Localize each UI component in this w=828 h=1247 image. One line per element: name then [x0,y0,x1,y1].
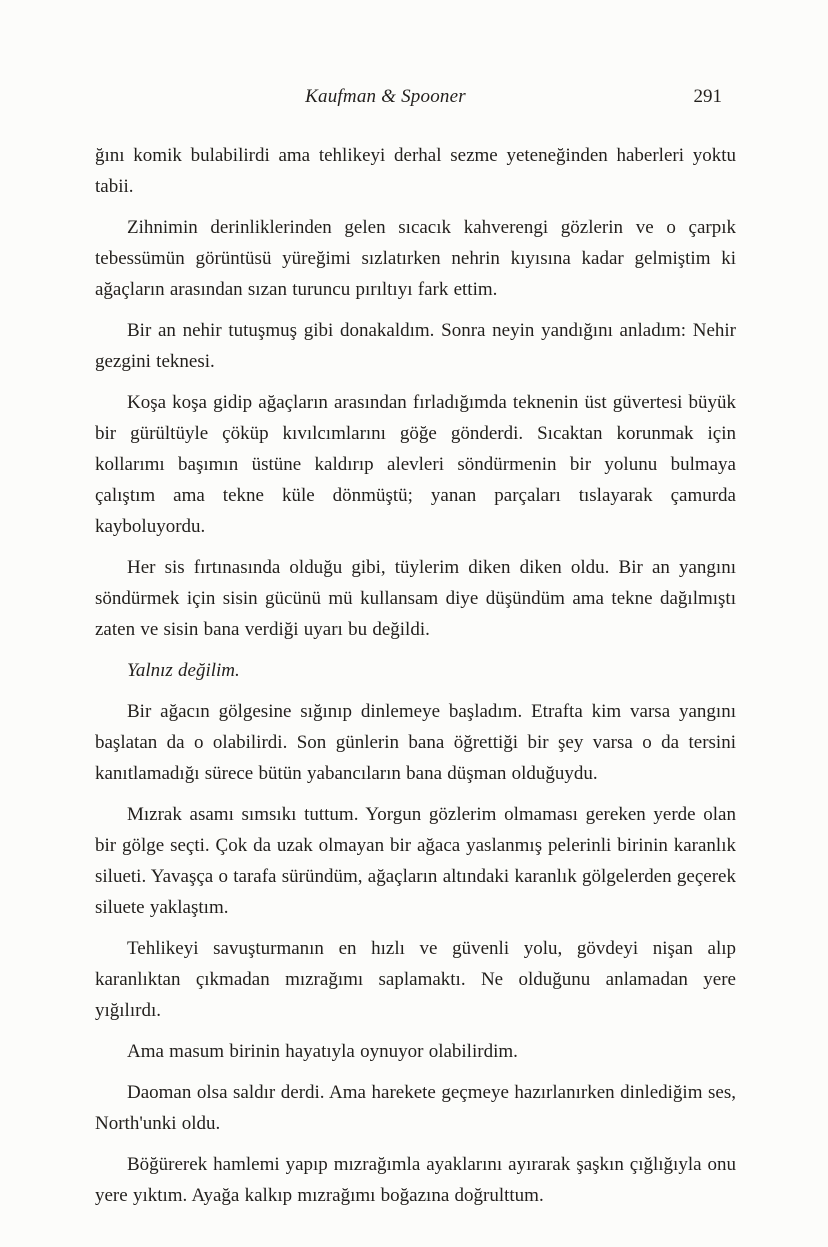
running-title: Kaufman & Spooner [305,86,466,107]
body-paragraph: Tehlikeyi savuşturmanın en hızlı ve güvenli yolu, gövdeyi nişan alıp karanlıktan çıkmadan mızrağımı saplamaktı. Ne olduğunu anlamadan yere yığılırdı. [95,938,736,1021]
emphasis-paragraph: Yalnız değilim. [127,660,240,681]
body-paragraph: Her sis fırtınasında olduğu gibi, tüylerim diken diken oldu. Bir an yangını söndürmek için sisin gücünü mü kullansam diye düşündüm ama tekne dağılmıştı zaten ve sisin bana verdiği uyarı bu değildi. [95,557,736,640]
body-paragraph: Bir an nehir tutuşmuş gibi donakaldım. Sonra neyin yandığını anladım: Nehir gezgini teknesi. [95,320,736,372]
body-paragraph: ğını komik bulabilirdi ama tehlikeyi derhal sezme yeteneğinden haberleri yoktu tabii. [95,145,736,197]
body-paragraph: Zihnimin derinliklerinden gelen sıcacık kahverengi gözlerin ve o çarpık tebessümün görüntüsü yüreğimi sızlatırken nehrin kıyısına kadar gelmiştim ki ağaçların arasından sızan turuncu pırıltıyı fark ettim. [95,217,736,300]
body-paragraph: Böğürerek hamlemi yapıp mızrağımla ayaklarını ayırarak şaşkın çığlığıyla onu yere yıktım. Ayağa kalkıp mızrağımı boğazına doğrulttum. [95,1154,736,1206]
body-paragraph: Mızrak asamı sımsıkı tuttum. Yorgun gözlerim olmaması gereken yerde olan bir gölge seçti. Çok da uzak olmayan bir ağaca yaslanmış pelerinli birinin karanlık silueti. Yavaşça o tarafa süründüm, ağaçların altındaki karanlık gölgelerden geçerek siluete yaklaştım. [95,804,736,918]
body-paragraph: Ama masum birinin hayatıyla oynuyor olabilirdim. [127,1041,518,1062]
body-paragraph: Daoman olsa saldır derdi. Ama harekete geçmeye hazırlanırken dinlediğim ses, North'unki oldu. [95,1082,736,1134]
page-header [95,84,736,110]
page-body [95,140,736,1211]
body-paragraph: Bir ağacın gölgesine sığınıp dinlemeye başladım. Etrafta kim varsa yangını başlatan da o olabilirdi. Son günlerin bana öğrettiği bir şey varsa o da tersini kanıtlamadığı sürece bütün yabancıların bana düşman olduğuydu. [95,701,736,784]
body-paragraph: Koşa koşa gidip ağaçların arasından fırladığımda teknenin üst güvertesi büyük bir gürültüyle çöküp kıvılcımlarını göğe gönderdi. Sıcaktan korunmak için kollarımı başımın üstüne kaldırıp alevleri söndürmenin bir yolunu bulmaya çalıştım ama tekne küle dönmüştü; yanan parçaları tıslayarak çamurda kayboluyordu. [95,392,736,537]
page-number: 291 [693,86,722,107]
